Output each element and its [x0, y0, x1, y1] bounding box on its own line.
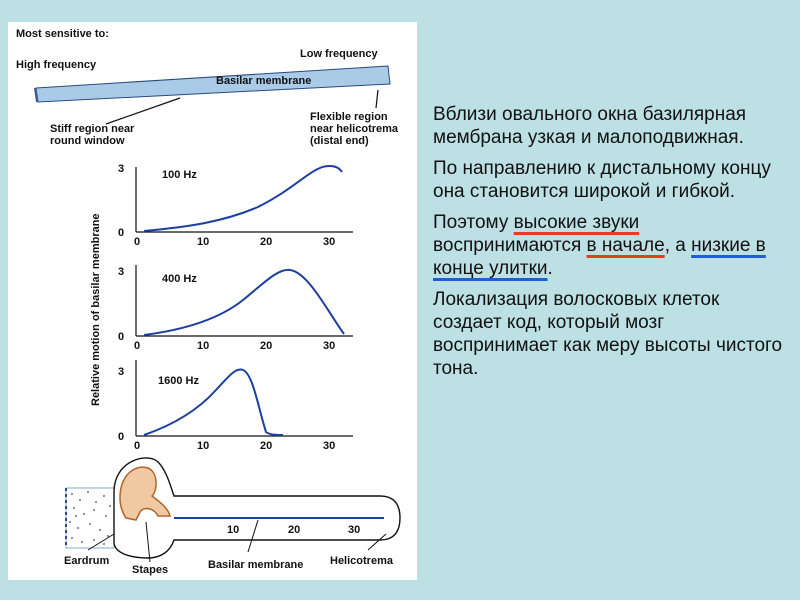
flexible-region-label-2: near helicotrema: [310, 123, 399, 135]
panel3-xtick-10: 10: [197, 440, 210, 452]
panel1-ytick-0: 0: [118, 227, 125, 239]
panel3-xtick-0: 0: [134, 440, 141, 452]
panel-1600hz: [118, 360, 353, 452]
panel-400hz: [118, 265, 353, 352]
paragraph-oval-window: Вблизи овального окна базилярная мембрана узкая и малоподвижная.: [433, 104, 747, 148]
stiff-region-label-2: round window: [50, 135, 125, 147]
low-frequency-label: Low frequency: [300, 48, 378, 60]
stapes-label: Stapes: [132, 564, 169, 576]
panel2-xtick-20: 20: [260, 340, 273, 352]
cochlea-schematic: [64, 458, 400, 576]
eardrum-label: Eardrum: [64, 555, 110, 567]
panel1-xtick-10: 10: [197, 236, 210, 248]
panel2-frequency-label: 400 Hz: [162, 273, 197, 285]
panel2-xtick-10: 10: [197, 340, 210, 352]
panel2-ytick-0: 0: [118, 331, 125, 343]
panel3-ytick-3: 3: [118, 366, 125, 378]
p3-part-a: Поэтому: [433, 212, 514, 233]
basilar-membrane-label: Basilar membrane: [216, 75, 312, 87]
panel2-xtick-0: 0: [134, 340, 141, 352]
cochlea-tick-30: 30: [348, 524, 361, 536]
panel1-frequency-label: 100 Hz: [162, 169, 197, 181]
cochlea-tick-10: 10: [227, 524, 240, 536]
basilar-membrane-bottom-label: Basilar membrane: [208, 559, 304, 571]
panel1-xtick-30: 30: [323, 236, 336, 248]
cochlea-tick-20: 20: [288, 524, 301, 536]
at-beginning-phrase: в начале: [586, 235, 665, 256]
panel1-xtick-0: 0: [134, 236, 141, 248]
low-at-end-phrase: низкие в конце улитки: [433, 235, 766, 279]
cochlea-figure: [8, 22, 417, 580]
panel3-frequency-label: 1600 Hz: [158, 375, 199, 387]
explanation-text: [433, 103, 783, 388]
flexible-region-pointer: [376, 90, 378, 108]
p3-part-c: воспринимаются: [433, 235, 587, 256]
panel3-xtick-30: 30: [323, 440, 336, 452]
flexible-region-label-3: (distal end): [310, 135, 369, 147]
panel2-ytick-3: 3: [118, 266, 125, 278]
flexible-region-label-1: Flexible region: [310, 111, 388, 123]
p3-part-g: .: [547, 258, 553, 279]
helicotrema-label: Helicotrema: [330, 555, 393, 567]
stiff-region-label-1: Stiff region near: [50, 123, 135, 135]
high-frequency-label: High frequency: [16, 59, 97, 71]
y-axis-label: Relative motion of basilar membrane: [90, 213, 102, 406]
panel-100hz: [118, 163, 353, 248]
panel3-ytick-0: 0: [118, 431, 125, 443]
p3-part-e: , а: [664, 235, 692, 256]
most-sensitive-label: Most sensitive to:: [16, 28, 109, 40]
panel1-ytick-3: 3: [118, 163, 125, 175]
panel3-xtick-20: 20: [260, 440, 273, 452]
basilar-membrane-wedge: [36, 66, 390, 102]
panel2-xtick-30: 30: [323, 340, 336, 352]
high-sounds-phrase: высокие звуки: [513, 212, 640, 233]
paragraph-high-low-sounds: [433, 211, 783, 280]
panel1-xtick-20: 20: [260, 236, 273, 248]
cochlea-diagram-svg: [8, 22, 417, 580]
stiff-region-pointer: [106, 98, 180, 124]
paragraph-hair-cells: Локализация волосковых клеток создает код, который мозг воспринимает как меру высоты чистого тона.: [433, 289, 783, 379]
paragraph-distal-end: По направлению к дистальному концу она становится широкой и гибкой.: [433, 158, 771, 202]
